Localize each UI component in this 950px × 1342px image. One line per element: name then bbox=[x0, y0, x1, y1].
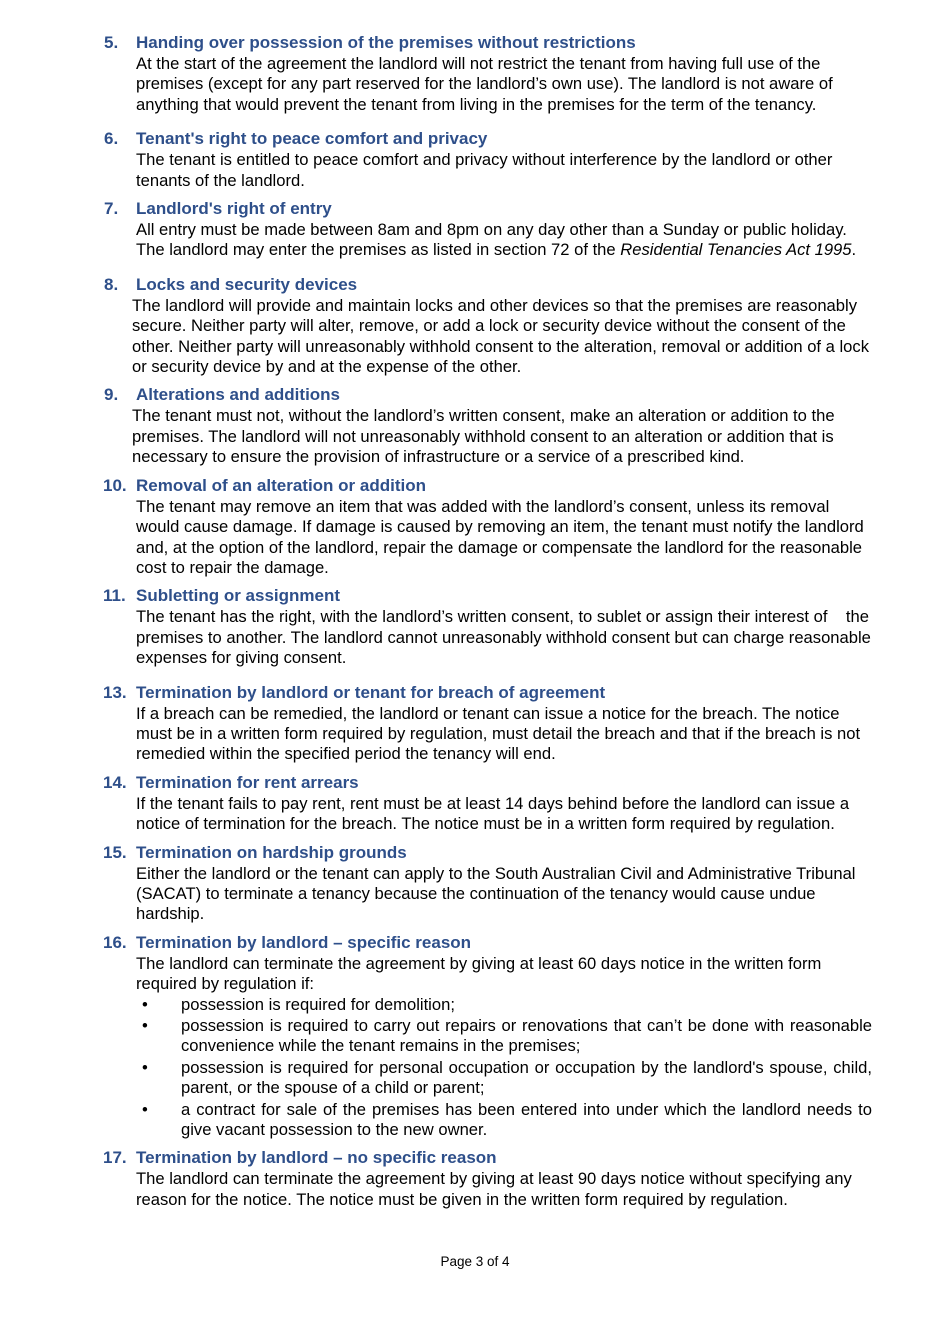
section-heading bbox=[0, 1147, 950, 1169]
section-10 bbox=[0, 475, 950, 579]
section-number: 8. bbox=[104, 274, 119, 294]
section-title: Tenant's right to peace comfort and privacy bbox=[136, 129, 488, 149]
document-page bbox=[0, 32, 950, 1217]
list-item-text: possession is required for demolition; bbox=[181, 994, 455, 1014]
section-text: Either the landlord or the tenant can apply to the South Australian Civil and Administrative Tribunal (SACAT) to terminate a tenancy because the continuation of the tenancy would cause undue hardship. bbox=[136, 863, 856, 924]
section-text: The landlord will provide and maintain locks and other devices so that the premises are reasonably secure. Neither party will alter, remove, or add a lock or security device without the consent of the other. Neither party will unreasonably withhold consent to the alteration, removal or addition of a lock or security device by and at the expense of the other. bbox=[132, 295, 869, 377]
section-heading bbox=[0, 384, 950, 406]
section-14 bbox=[0, 772, 950, 835]
section-title: Landlord's right of entry bbox=[136, 199, 332, 219]
section-text: The landlord can terminate the agreement by giving at least 60 days notice in the written form required by regulation if: bbox=[136, 953, 822, 994]
section-text: If the tenant fails to pay rent, rent must be at least 14 days behind before the landlord can issue a notice of termination for the breach. The notice must be in a written form required by regulation. bbox=[136, 793, 850, 834]
section-title: Termination by landlord or tenant for breach of agreement bbox=[136, 682, 606, 702]
section-heading bbox=[0, 932, 950, 954]
section-heading bbox=[0, 842, 950, 864]
section-heading bbox=[0, 128, 950, 150]
section-16 bbox=[0, 932, 950, 1141]
section-text: At the start of the agreement the landlord will not restrict the tenant from having full use of the premises (except for any part reserved for the landlord’s own use). The landlord is not aware of anything that would prevent the tenant from living in the premises for the term of the tenancy. bbox=[136, 54, 833, 114]
section-text: The tenant must not, without the landlord’s written consent, make an alteration or addition to the premises. The landlord will not unreasonably withhold consent to an alteration or addition that is necessary to ensure the provision of infrastructure or a service of a prescribed kind. bbox=[132, 406, 835, 467]
bullet-icon: • bbox=[142, 994, 148, 1014]
section-heading bbox=[0, 274, 950, 296]
section-6 bbox=[0, 128, 950, 191]
act-title: Residential Tenancies Act 1995 bbox=[620, 240, 852, 260]
section-title: Handing over possession of the premises without restrictions bbox=[136, 33, 636, 52]
section-title: Termination by landlord – specific reason bbox=[136, 932, 472, 952]
section-11 bbox=[0, 585, 950, 668]
section-text: If a breach can be remedied, the landlord or tenant can issue a notice for the breach. The notice must be in a written form required by regulation, must detail the breach and that if the breach is not remedied within the specified period the tenancy will end. bbox=[136, 703, 861, 764]
section-9 bbox=[0, 384, 950, 467]
section-number: 16. bbox=[103, 932, 127, 952]
section-7 bbox=[0, 198, 950, 261]
section-text-end: . bbox=[851, 240, 857, 260]
section-8 bbox=[0, 274, 950, 378]
section-heading bbox=[0, 198, 950, 220]
page-number: Page 3 of 4 bbox=[440, 1254, 510, 1269]
bullet-icon: • bbox=[142, 1016, 148, 1035]
section-heading bbox=[0, 475, 950, 497]
list-item bbox=[136, 1016, 872, 1057]
section-number: 7. bbox=[104, 199, 119, 219]
section-number: 5. bbox=[104, 33, 119, 52]
section-15 bbox=[0, 842, 950, 925]
section-title: Subletting or assignment bbox=[136, 586, 341, 606]
section-text: The tenant may remove an item that was added with the landlord’s consent, unless its removal would cause damage. If damage is caused by removing an item, the tenant must notify the landlord and, at the option of the landlord, repair the damage or compensate the landlord for the reasonable cost to repair the damage. bbox=[136, 496, 864, 577]
list-item-text: possession is required to carry out repairs or renovations that can’t be done with reasonable convenience while the tenant remains in the premises; bbox=[181, 1016, 872, 1056]
section-17 bbox=[0, 1147, 950, 1210]
list-item-text: possession is required for personal occupation or occupation by the landlord's spouse, child, parent, or the spouse of a child or parent; bbox=[181, 1057, 872, 1098]
section-text: The landlord can terminate the agreement by giving at least 90 days notice without specifying any reason for the notice. The notice must be given in the written form required by regulation. bbox=[136, 1169, 852, 1209]
bullet-icon: • bbox=[142, 1099, 148, 1119]
section-text bbox=[136, 220, 872, 261]
list-item bbox=[136, 995, 872, 1015]
section-number: 9. bbox=[104, 385, 119, 405]
list-item bbox=[136, 1100, 872, 1141]
section-number: 11. bbox=[103, 586, 126, 606]
section-13 bbox=[0, 682, 950, 765]
section-number: 17. bbox=[103, 1148, 127, 1168]
section-text: The tenant is entitled to peace comfort and privacy without interference by the landlord or other tenants of the landlord. bbox=[136, 150, 833, 190]
section-title: Termination on hardship grounds bbox=[136, 842, 407, 862]
section-number: 15. bbox=[103, 842, 127, 862]
section-title: Termination by landlord – no specific reason bbox=[136, 1148, 497, 1168]
section-5 bbox=[0, 32, 950, 115]
section-heading bbox=[0, 32, 950, 54]
section-title: Removal of an alteration or addition bbox=[136, 475, 426, 495]
section-text: The tenant has the right, with the landlord’s written consent, to sublet or assign their interest of the premises to another. The landlord cannot unreasonably withhold consent but can charge reasonable expenses for giving consent. bbox=[136, 607, 876, 668]
section-number: 6. bbox=[104, 129, 119, 149]
section-number: 13. bbox=[103, 682, 127, 702]
list-item bbox=[136, 1058, 872, 1099]
section-title: Termination for rent arrears bbox=[136, 772, 359, 792]
section-number: 10. bbox=[103, 475, 127, 495]
section-heading bbox=[0, 682, 950, 704]
reason-list bbox=[136, 995, 872, 1141]
section-number: 14. bbox=[103, 772, 127, 792]
section-heading bbox=[0, 772, 950, 794]
bullet-icon: • bbox=[142, 1057, 148, 1077]
section-heading bbox=[0, 585, 950, 607]
section-title: Locks and security devices bbox=[136, 274, 358, 294]
list-item-text: a contract for sale of the premises has been entered into under which the landlord needs to give vacant possession to the new owner. bbox=[181, 1099, 872, 1140]
section-text-main: All entry must be made between 8am and 8pm on any day other than a Sunday or public holiday. The landlord may enter the premises as listed in section 72 of the bbox=[136, 220, 847, 260]
section-title: Alterations and additions bbox=[136, 385, 341, 405]
